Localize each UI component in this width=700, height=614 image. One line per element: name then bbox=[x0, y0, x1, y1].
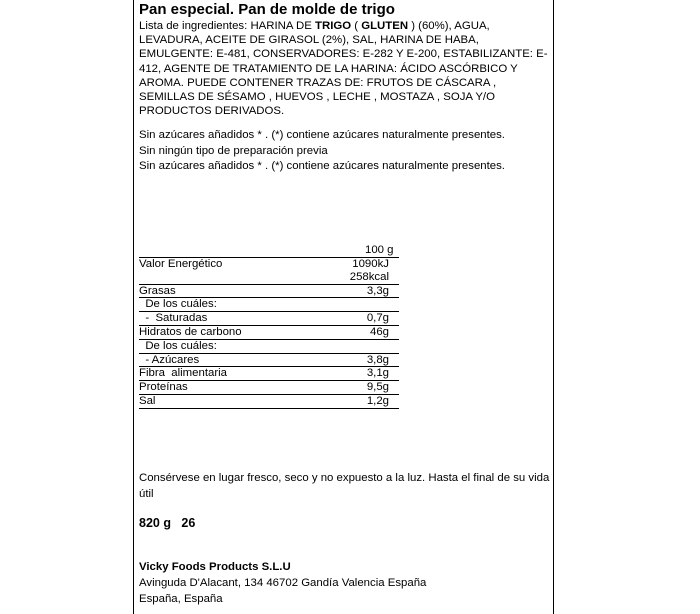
nutrition-kcal-row bbox=[139, 271, 399, 285]
net-weight-value: 820 g bbox=[139, 516, 171, 530]
nutrient-label: Fibra alimentaria bbox=[139, 367, 227, 380]
claim-no-added-sugar-repeat: Sin azúcares añadidos * . (*) contiene azúcares naturalmente presentes. bbox=[139, 160, 505, 172]
nutrition-row bbox=[139, 326, 399, 340]
weight-code: 26 bbox=[181, 516, 196, 530]
nutrient-label: - Saturadas bbox=[139, 312, 208, 325]
nutrient-value: 3,3g bbox=[366, 284, 389, 297]
company-address: Avinguda D'Alacant, 134 46702 Gandía Valencia España bbox=[139, 577, 427, 589]
ingredients-rest: ) (60%), AGUA, LEVADURA, ACEITE DE GIRASOL (2%), SAL, HARINA DE HABA, EMULGENTE: E-481, CONSERVADORES: E-282 Y E-200, ESTABILIZANTE: E-412, AGENTE DE TRATAMIENTO DE LA HARINA: ÁCIDO ASCÓRBICO Y AROMA. PUEDE CONTENER TRAZAS DE: FRUTOS DE CÁSCARA , SEMILLAS DE SÉSAMO , HUEVOS , LECHE , MOSTAZA , SOJA Y/O PRODUCTOS DERIVADOS. bbox=[139, 20, 548, 118]
claim-no-preparation: Sin ningún tipo de preparación previa bbox=[139, 145, 328, 157]
nutrition-energy-row bbox=[139, 258, 399, 271]
allergen-gluten: GLUTEN bbox=[361, 20, 409, 32]
energy-kj: 1090kJ bbox=[352, 258, 389, 270]
nutrient-label: De los cuáles: bbox=[139, 339, 217, 352]
ingredients-prefix: Lista de ingredientes: HARINA DE bbox=[139, 20, 316, 32]
nutrition-row bbox=[139, 367, 399, 381]
nutrition-header: 100 g bbox=[365, 244, 394, 256]
nutrient-value: 9,5g bbox=[366, 381, 389, 394]
allergen-wheat: TRIGO bbox=[315, 20, 352, 32]
claim-no-added-sugar: Sin azúcares añadidos * . (*) contiene azúcares naturalmente presentes. bbox=[139, 129, 505, 141]
nutrient-label: Grasas bbox=[139, 284, 176, 297]
nutrient-value: 1,2g bbox=[366, 394, 389, 407]
nutrient-label: Proteínas bbox=[139, 381, 188, 394]
storage-instructions: Consérvese en lugar fresco, seco y no expuesto a la luz. Hasta el final de su vida útil bbox=[139, 472, 550, 500]
nutrition-header-row bbox=[139, 244, 399, 258]
ingredients-middle: ( bbox=[351, 20, 362, 32]
nutrition-table bbox=[139, 244, 399, 409]
energy-kcal: 258kcal bbox=[349, 270, 389, 283]
product-title: Pan especial. Pan de molde de trigo bbox=[139, 1, 395, 18]
nutrient-label: Hidratos de carbono bbox=[139, 325, 242, 338]
company-name: Vicky Foods Products S.L.U bbox=[139, 561, 291, 573]
nutrition-row bbox=[139, 354, 399, 368]
energy-label: Valor Energético bbox=[139, 258, 223, 270]
nutrient-value: 3,1g bbox=[366, 367, 389, 380]
nutrition-row bbox=[139, 285, 399, 299]
nutrient-label: - Azúcares bbox=[139, 353, 200, 366]
nutrient-label: De los cuáles: bbox=[139, 298, 217, 311]
nutrition-row bbox=[139, 298, 399, 312]
nutrient-label: Sal bbox=[139, 394, 156, 407]
nutrition-row bbox=[139, 381, 399, 395]
nutrient-value: 0,7g bbox=[366, 312, 389, 325]
nutrition-row bbox=[139, 340, 399, 354]
country-of-origin: España, España bbox=[139, 593, 223, 605]
ingredients-list bbox=[139, 19, 551, 118]
nutrition-row bbox=[139, 312, 399, 326]
nutrient-value: 46g bbox=[369, 325, 389, 338]
nutrient-value: 3,8g bbox=[366, 353, 389, 366]
net-weight bbox=[139, 516, 195, 530]
nutrition-row bbox=[139, 395, 399, 409]
